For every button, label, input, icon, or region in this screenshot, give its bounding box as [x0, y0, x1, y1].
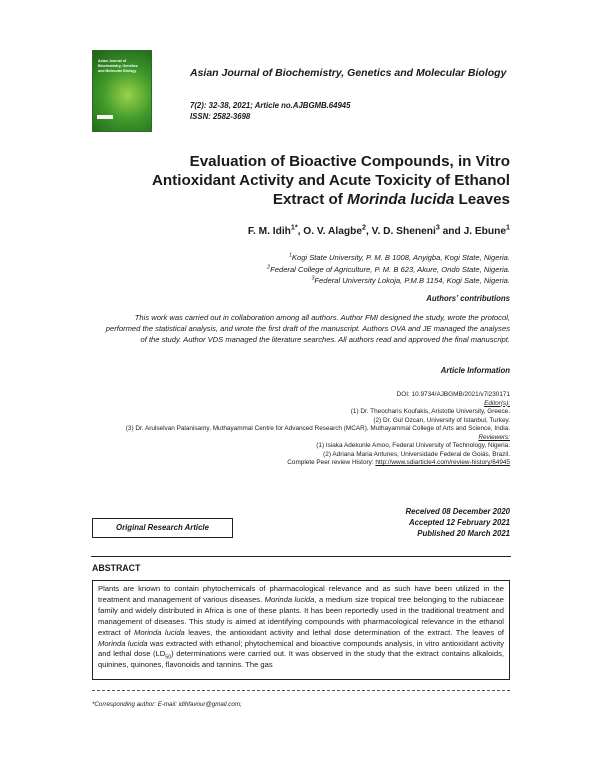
- affiliation-text: Federal College of Agriculture, P. M. B 623, Akure, Ondo State, Nigeria.: [270, 264, 510, 274]
- editor-entry: (1) Dr. Theocharis Koufakis, Aristotle University, Greece.: [350, 408, 510, 415]
- review-history-link[interactable]: http://www.sdiarticle4.com/review-history/64945: [375, 459, 510, 466]
- affiliation-text: Federal University Lokoja, P.M.B 1154, Kogi Sate, Nigeria.: [314, 276, 510, 285]
- affiliation: [150, 275, 510, 287]
- abstract-segment: ) determinations were carried out. It was observed in the study that the extract contains alkaloids, quinines, quinones, flavonoids and tannins. The gas: [98, 649, 504, 670]
- cover-line: and Molecular Biology: [98, 69, 137, 73]
- author-marker: 3: [435, 223, 440, 232]
- reviewer-entry: (1) Isiaka Adekunle Amoo, Federal University of Technology, Nigeria.: [316, 442, 510, 449]
- abstract-box: [92, 580, 510, 680]
- title-text: Leaves: [454, 191, 510, 208]
- abstract-segment: Plants are known to contain phytochemicals of pharmacological relevance and as such have been utilized in the treatment and management of various diseases.: [98, 584, 504, 604]
- journal-info: [190, 100, 350, 122]
- corresponding-author-footnote: *Corresponding author: E-mail: idihfavour@gmail.com;: [92, 701, 242, 708]
- abstract-text: [98, 584, 504, 671]
- author-marker: 2: [362, 223, 366, 232]
- article-type-box: Original Research Article: [92, 518, 233, 538]
- title-line: [120, 190, 510, 209]
- abstract-segment: was extracted with ethanol; phytochemical and bioactive compounds analysis, in vitro antioxidant activity and lethal dose (LD: [98, 638, 504, 659]
- author-name: F. M. Idih: [247, 226, 291, 237]
- journal-name: Asian Journal of Biochemistry, Genetics and Molecular Biology: [190, 67, 507, 79]
- date-published: Published 20 March 2021: [417, 528, 510, 538]
- affiliation-number: 1: [288, 252, 292, 259]
- abstract-subscript: 50: [165, 654, 172, 661]
- cover-line: Asian Journal of: [98, 59, 127, 63]
- article-info: [100, 391, 510, 468]
- affiliation-text: Kogi State University, P. M. B 1008, Anyigba, Kogi State, Nigeria.: [291, 253, 510, 262]
- title-line: Evaluation of Bioactive Compounds, in Vitro: [189, 153, 510, 170]
- abstract-segment: , a medium size tropical tree belonging to the rubiaceae family and widely distributed in Africa is one of these plants. It has been reportedly used in the traditional treatment and management of diseases. This study is aimed at identifying compounds with pharmacological relevance in the ethanol extract of: [98, 594, 505, 637]
- abstract-species: Morinda lucida: [134, 627, 185, 637]
- abstract-segment: leaves, the antioxidant activity and lethal dose determination of the extract. The leaves of: [184, 627, 504, 637]
- affiliation-number: 3: [311, 275, 315, 282]
- article-info-heading: Article Information: [440, 366, 510, 375]
- affiliation-number: 2: [267, 263, 271, 270]
- article-dates: [300, 507, 510, 539]
- date-received: Received 08 December 2020: [405, 507, 510, 516]
- editor-entry: (2) Dr. Gul Ozcan, University of Istanbul, Turkey.: [373, 416, 510, 424]
- journal-cover-image: [92, 50, 152, 132]
- contributions-heading: Authors’ contributions: [426, 294, 510, 303]
- editors-label: Editor(s):: [484, 399, 510, 407]
- review-history-label: Complete Peer review History:: [287, 459, 376, 466]
- section-divider: [91, 556, 511, 557]
- doi: DOI: 10.9734/AJBGMB/2021/v7i230171: [396, 391, 510, 398]
- title-species: Morinda lucida: [347, 191, 455, 208]
- journal-citation: 7(2): 32-38, 2021; Article no.AJBGMB.64945: [190, 101, 351, 110]
- affiliations: [150, 252, 510, 287]
- reviewer-entry: (2) Adriana Maria Antunes, Universidade Federal de Goiás, Brazil.: [323, 450, 510, 458]
- paper-title: [120, 152, 510, 209]
- editor-entry: (3) Dr. Arulselvan Palanisamy, Muthayammal Centre for Advanced Research (MCAR), Muthayammal College of Arts and Science, India.: [125, 425, 510, 432]
- abstract-species: Morinda lucida: [98, 638, 148, 648]
- author-list: F. M. Idih$^{1*}$, O. V. Alagbe$^2$, V. D. Sheneni$^3$ and J. Ebune$^1$: [247, 223, 510, 237]
- reviewers-label: Reviewers:: [478, 433, 510, 441]
- cover-label: [97, 115, 113, 119]
- affiliation: [150, 252, 510, 264]
- title-line: Antioxidant Activity and Acute Toxicity of Ethanol: [151, 172, 510, 189]
- footnote-divider: [92, 690, 510, 691]
- author-name: J. Ebune: [463, 226, 507, 237]
- title-text: Extract of: [272, 191, 348, 208]
- abstract-species: Morinda lucida: [264, 594, 315, 604]
- author-name: V. D. Sheneni: [371, 226, 436, 237]
- contributions-text: This work was carried out in collaboration among all authors. Author FMI designed the study, wrote the protocol, performed the statistical analysis, and wrote the first draft of the manuscript. Authors OVA and JE managed the analyses of the study. Author VDS managed the literature searches. All authors read and approved the final manuscript.: [105, 313, 510, 344]
- affiliation: [150, 264, 510, 276]
- author-name: O. V. Alagbe: [303, 226, 362, 237]
- author-marker: 1: [506, 223, 510, 232]
- author-marker: 1*: [290, 223, 298, 232]
- date-accepted: Accepted 12 February 2021: [409, 517, 510, 527]
- abstract-heading: ABSTRACT: [92, 563, 141, 573]
- cover-line: Biochemistry, Genetics: [98, 64, 138, 68]
- review-history: [100, 459, 510, 468]
- journal-issn: ISSN: 2582-3698: [190, 112, 251, 121]
